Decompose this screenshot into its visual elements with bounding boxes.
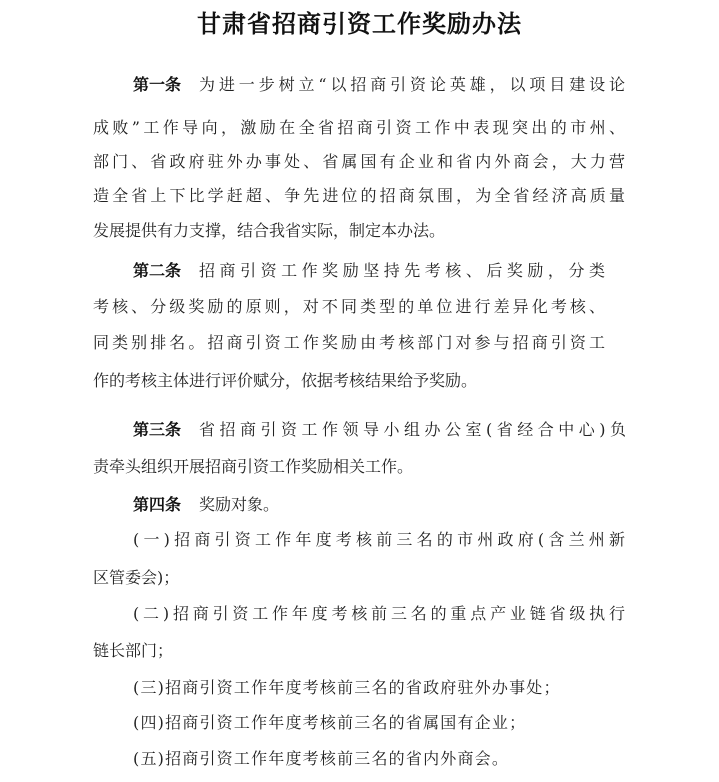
article-4-line-1 xyxy=(133,493,279,517)
article-2-line-1 xyxy=(133,259,605,283)
article-1-text-2: 成败”工作导向，激励在全省招商引资工作中表现突出的市州、 xyxy=(93,118,625,137)
article-1-text-3: 部门、省政府驻外办事处、省属国有企业和省内外商会，大力营 xyxy=(93,152,625,171)
article-2-label: 第二条 xyxy=(133,261,182,280)
list-item-2-line-1: (二)招商引资工作年度考核前三名的重点产业链省级执行 xyxy=(133,604,625,623)
article-1-text-4: 造全省上下比学赶超、争先进位的招商氛围，为全省经济高质量 xyxy=(93,186,625,205)
article-1-label: 第一条 xyxy=(133,75,182,94)
article-3-line-1 xyxy=(133,418,626,442)
list-item-4: (四)招商引资工作年度考核前三名的省属国有企业； xyxy=(133,713,527,732)
document-title: 甘肃省招商引资工作奖励办法 xyxy=(197,10,522,38)
article-2-text-4: 作的考核主体进行评价赋分，依据考核结果给予奖励。 xyxy=(93,371,478,390)
list-item-1-line-1: (一)招商引资工作年度考核前三名的市州政府(含兰州新 xyxy=(133,530,625,549)
article-2-text-1: 招商引资工作奖励坚持先考核、后奖励，分类 xyxy=(199,261,605,280)
article-3-label: 第三条 xyxy=(133,420,182,439)
article-3-text-1: 省招商引资工作领导小组办公室(省经合中心)负 xyxy=(199,420,626,439)
article-1-text-1: 为进一步树立“以招商引资论英雄，以项目建设论 xyxy=(199,75,625,94)
article-4-text-1: 奖励对象。 xyxy=(199,495,280,514)
list-item-3: (三)招商引资工作年度考核前三名的省政府驻外办事处； xyxy=(133,678,561,697)
article-2-text-2: 考核、分级奖励的原则，对不同类型的单位进行差异化考核、 xyxy=(93,297,605,316)
article-1-text-5: 发展提供有力支撑，结合我省实际，制定本办法。 xyxy=(93,221,446,240)
article-3-text-2: 责牵头组织开展招商引资工作奖励相关工作。 xyxy=(93,457,414,476)
article-1-line-1 xyxy=(133,73,625,97)
article-2-text-3: 同类别排名。招商引资工作奖励由考核部门对参与招商引资工 xyxy=(93,333,605,352)
list-item-2-line-2: 链长部门； xyxy=(93,641,174,660)
list-item-1-line-2: 区管委会)； xyxy=(93,568,180,587)
article-4-label: 第四条 xyxy=(133,495,182,514)
list-item-5: (五)招商引资工作年度考核前三名的省内外商会。 xyxy=(133,749,510,768)
